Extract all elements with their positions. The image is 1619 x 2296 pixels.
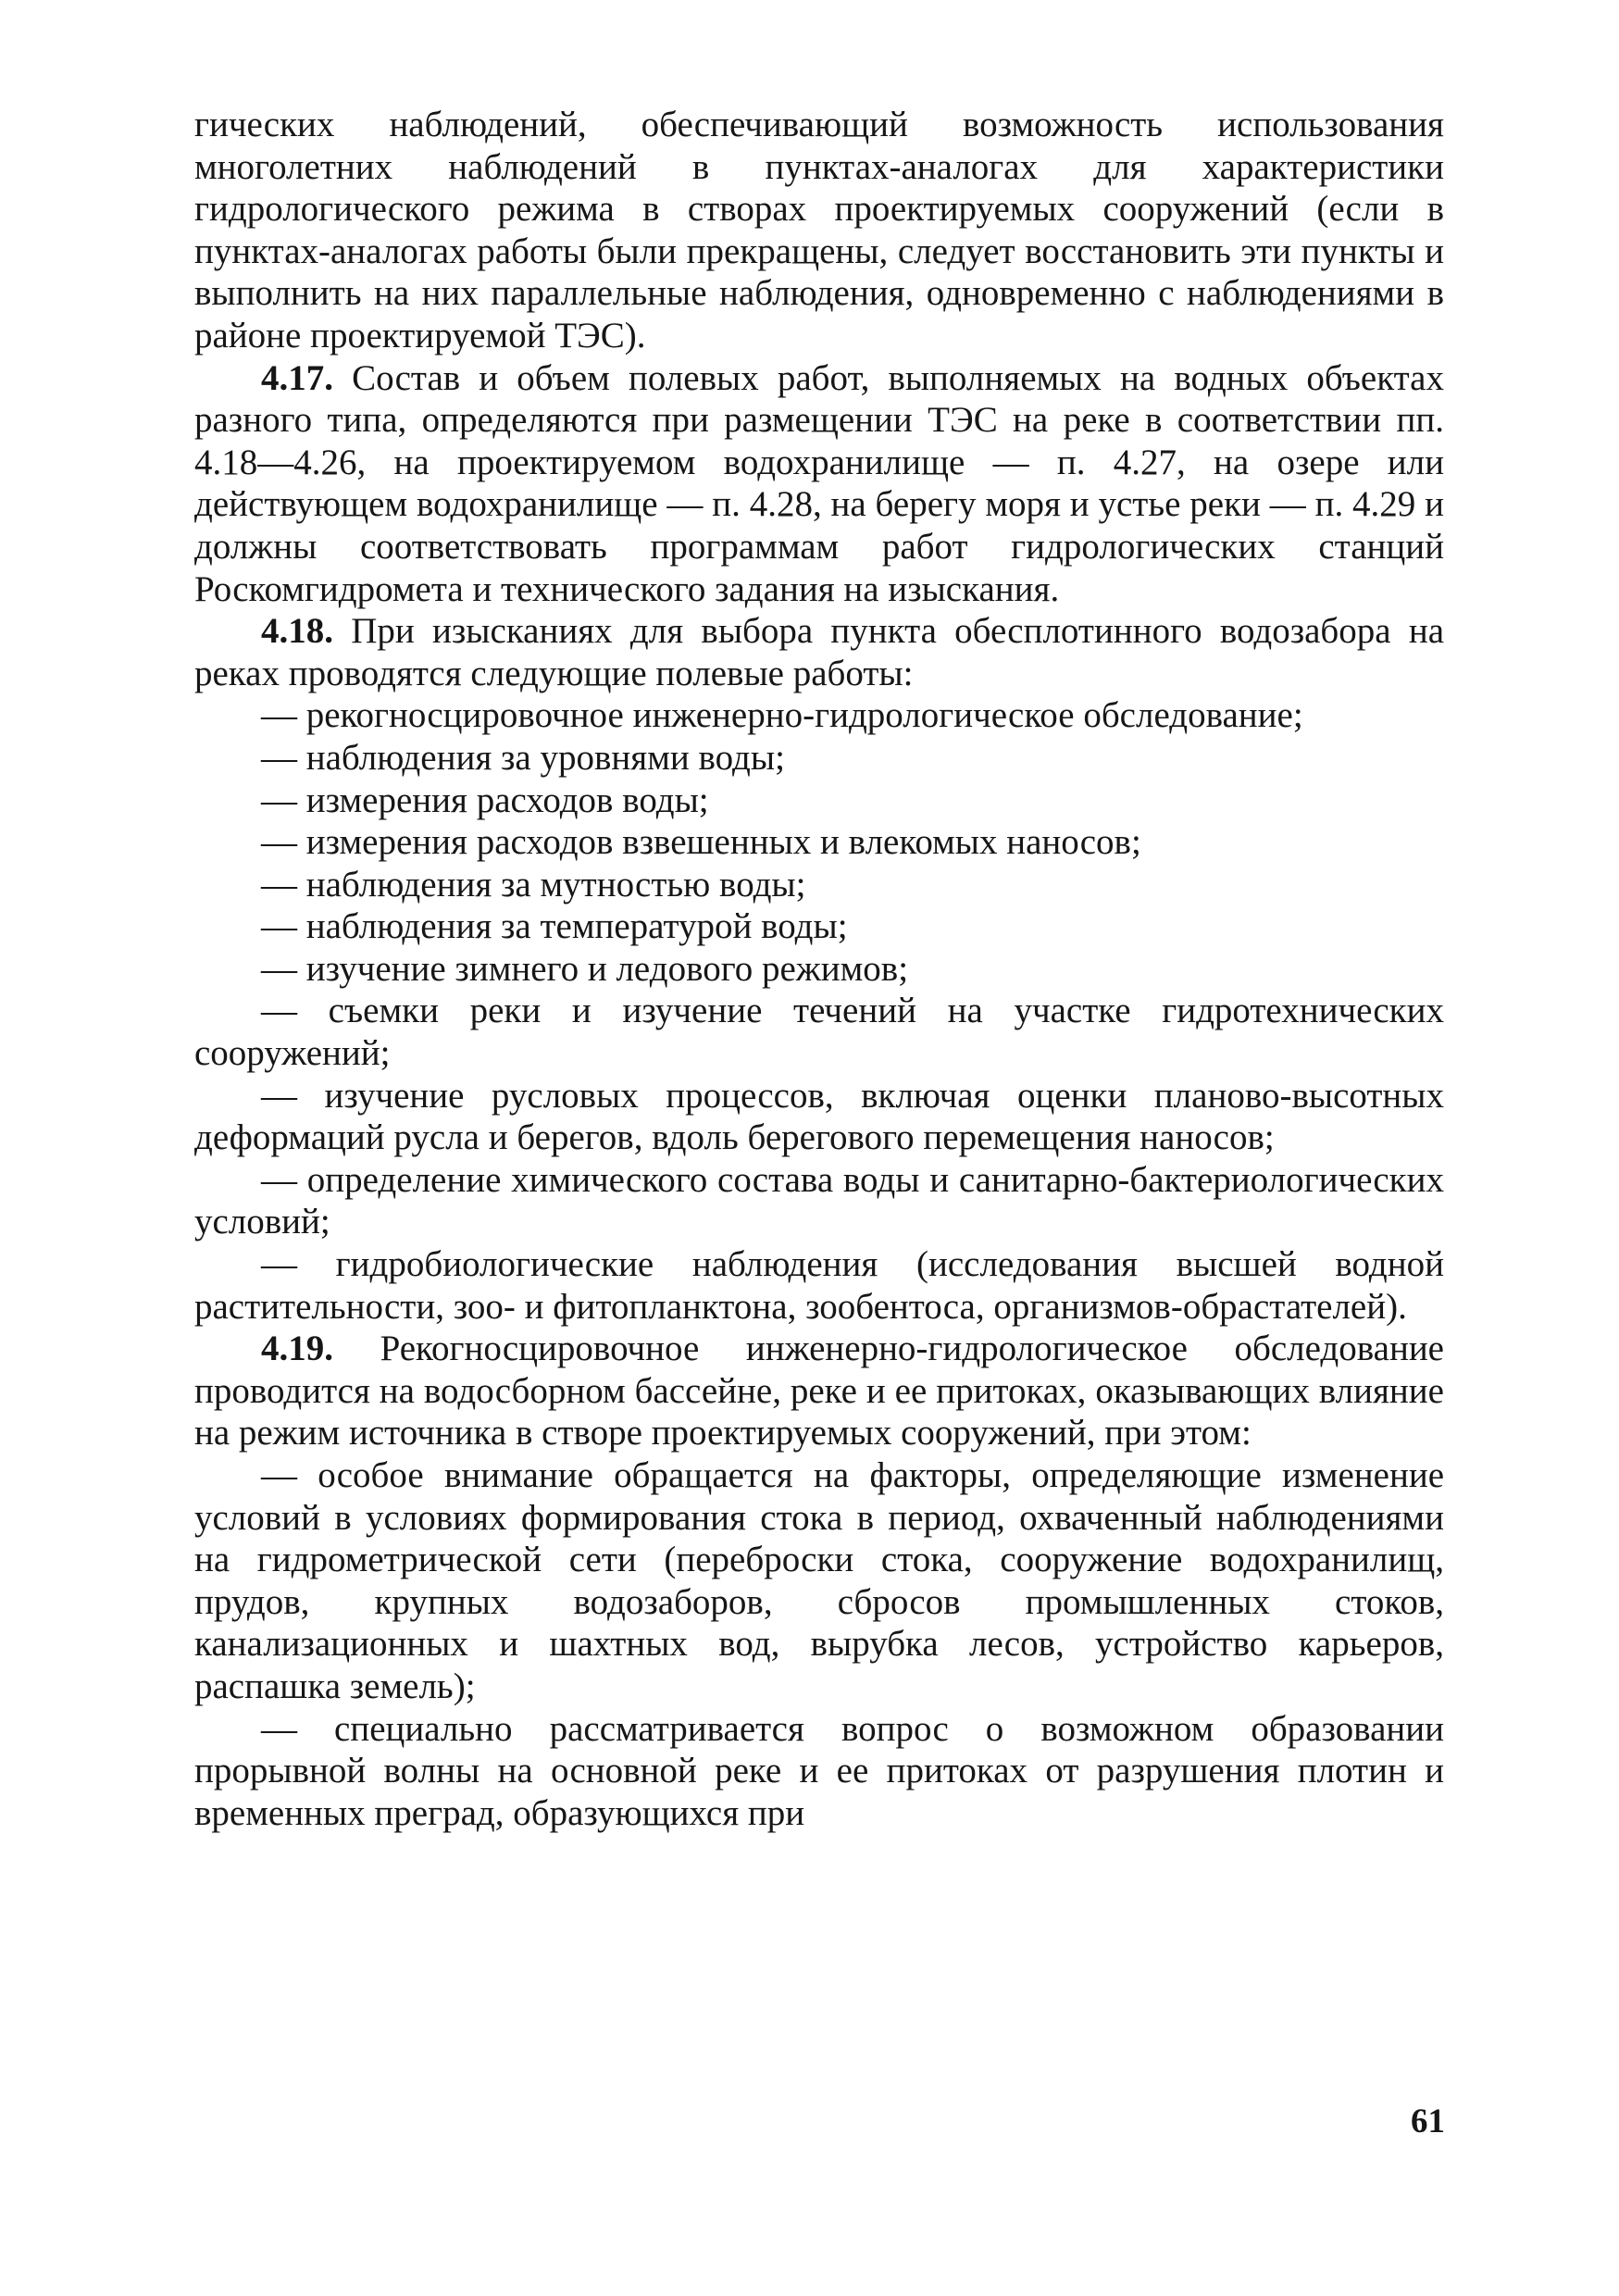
- list-item: — изучение зимнего и ледового режимов;: [261, 948, 909, 989]
- section-4-19: [194, 1328, 1444, 1454]
- list-item: — наблюдения за температурой воды;: [261, 906, 848, 947]
- list-item: — специально рассматривается вопрос о возможном образовании прорывной волны на основной реке и ее притоках от разрушения плотин и временных преград, образующихся при: [194, 1708, 1444, 1833]
- section-4-18: [194, 610, 1444, 694]
- list-item: — наблюдения за уровнями воды;: [261, 737, 785, 778]
- list-item: — гидробиологические наблюдения (исследования высшей водной растительности, зоо- и фитопланктона, зообентоса, организмов-обрастателей).: [194, 1244, 1444, 1327]
- list-item: — изучение русловых процессов, включая оценки планово-высотных деформаций русла и берегов, вдоль берегового перемещения наносов;: [194, 1075, 1444, 1158]
- list-item: — измерения расходов воды;: [261, 780, 709, 820]
- list-item: — рекогносцировочное инженерно-гидрологическое обследование;: [261, 695, 1303, 736]
- section-text: Рекогносцировочное инженерно-гидрологическое обследование проводится на водосборном бассейне, реке и ее притоках, оказывающих влияние на режим источника в створе проектируемых сооружений, при этом:: [194, 1329, 1444, 1454]
- list-item: — наблюдения за мутностью воды;: [261, 864, 806, 905]
- section-number: 4.17.: [261, 357, 333, 398]
- list-item: — измерения расходов взвешенных и влекомых наносов;: [261, 822, 1141, 863]
- section-number: 4.18.: [261, 611, 333, 652]
- list-item: — съемки реки и изучение течений на участке гидротехнических сооружений;: [194, 991, 1444, 1074]
- list-item: — определение химического состава воды и санитарно-бактериологических условий;: [194, 1159, 1444, 1242]
- body-text: [194, 104, 1444, 1834]
- page-number: 61: [1411, 2103, 1445, 2140]
- opening-paragraph: гических наблюдений, обеспечивающий возможность использования многолетних наблюдений в пунктах-аналогах для характеристики гидрологического режима в створах проектируемых сооружений (если в пунктах-аналогах работы были прекращены, следует восстановить эти пункты и выполнить на них параллельные наблюдения, одновременно с наблюдениями в районе проектируемой ТЭС).: [194, 105, 1444, 356]
- section-text: При изысканиях для выбора пункта обесплотинного водозабора на реках проводятся следующие полевые работы:: [194, 611, 1444, 693]
- section-4-17: [194, 357, 1444, 611]
- list-item: — особое внимание обращается на факторы, определяющие изменение условий в условиях формирования стока в период, охваченный наблюдениями на гидрометрической сети (переброски стока, сооружение водохранилищ, прудов, крупных водозаборов, сбросов промышленных стоков, канализационных и шахтных вод, вырубка лесов, устройство карьеров, распашка земель);: [194, 1455, 1444, 1706]
- section-number: 4.19.: [261, 1329, 333, 1369]
- section-text: Состав и объем полевых работ, выполняемых на водных объектах разного типа, определяются при размещении ТЭС на реке в соответствии пп. 4.18—4.26, на проектируемом водохранилище — п. 4.27, на озере или действующем водохранилище — п. 4.28, на берегу моря и устье реки — п. 4.29 и должны соответствовать программам работ гидрологических станций Роскомгидромета и технического задания на изыскания.: [194, 357, 1444, 609]
